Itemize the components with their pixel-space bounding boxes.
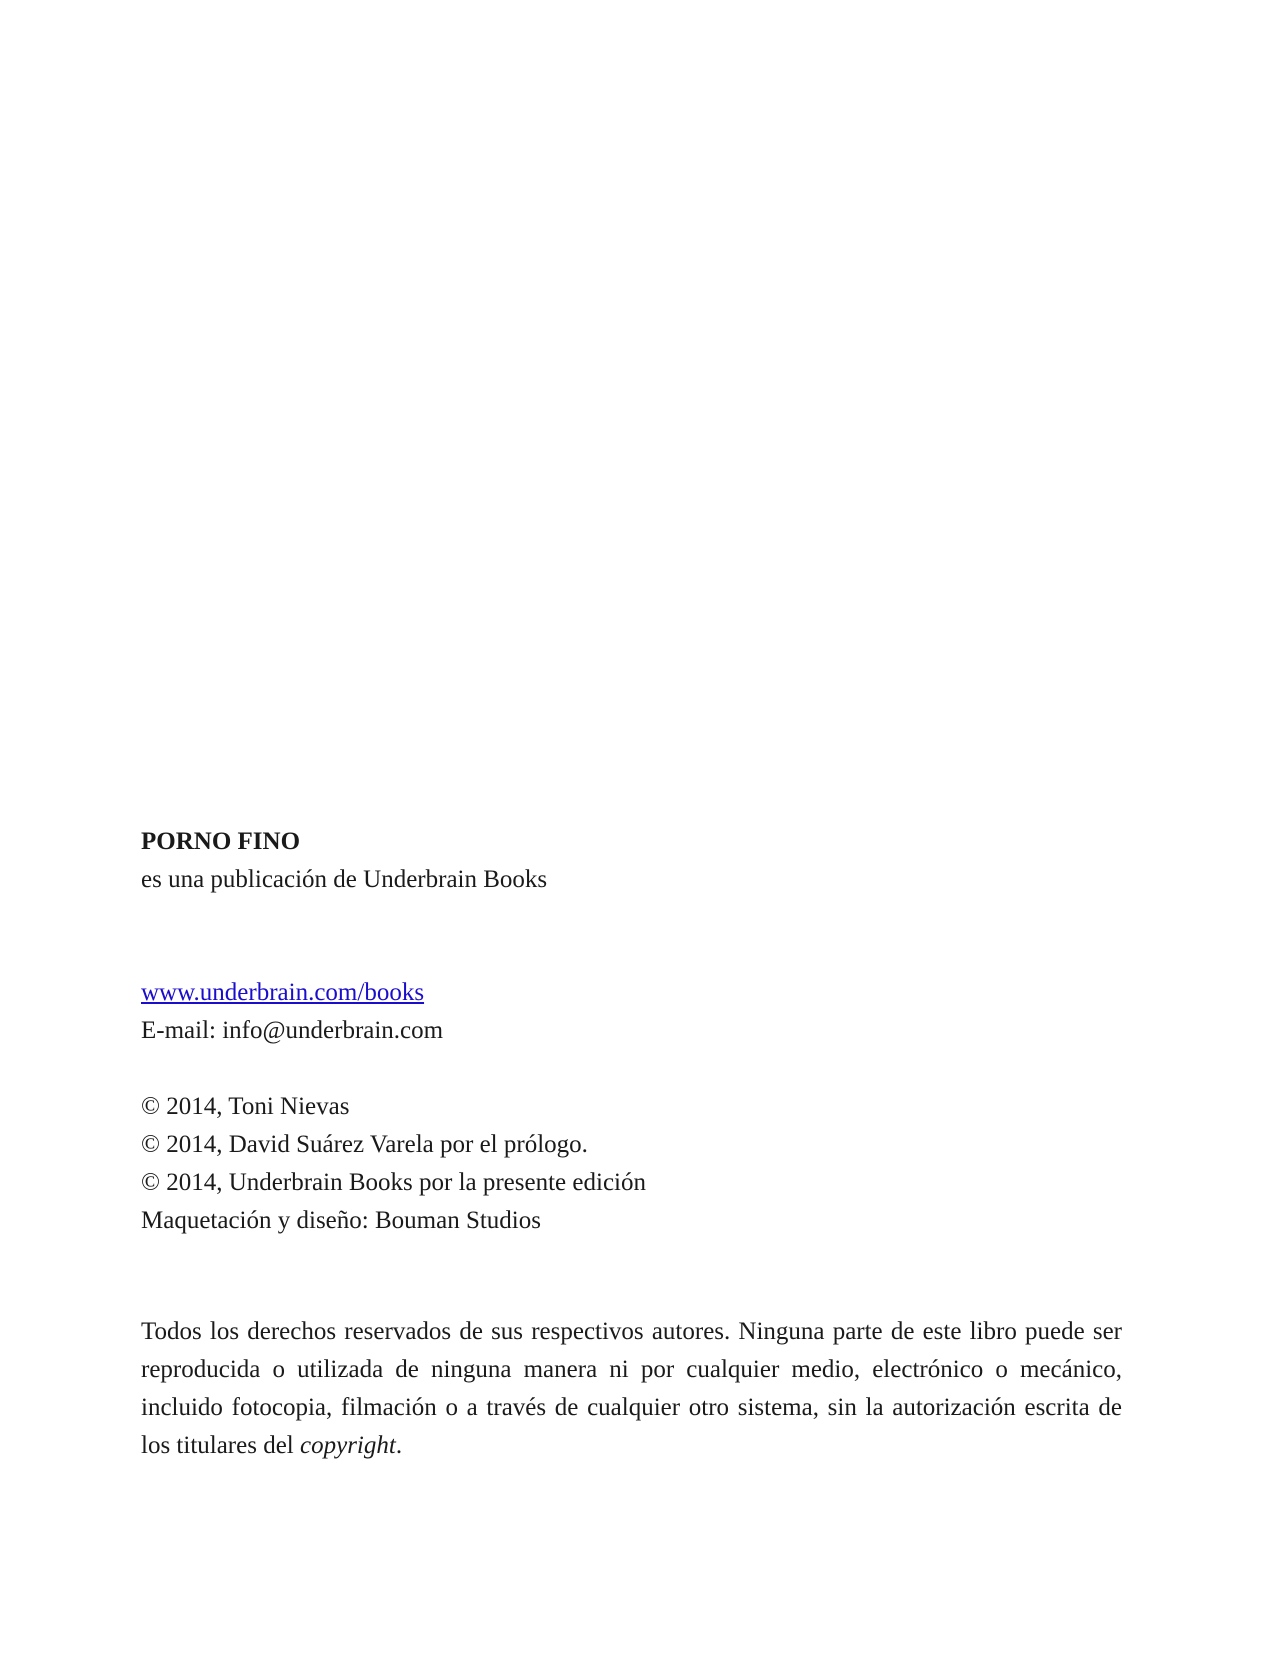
rights-copyright-word: copyright: [300, 1432, 396, 1459]
credit-prologue: © 2014, David Suárez Varela por el prólogo.: [141, 1131, 588, 1158]
rights-period: .: [395, 1432, 403, 1459]
credit-edition: © 2014, Underbrain Books por la presente edición: [141, 1169, 646, 1196]
credits-block: [141, 1088, 646, 1240]
credit-design: Maquetación y diseño: Bouman Studios: [141, 1207, 541, 1234]
book-title: PORNO FINO: [141, 828, 301, 855]
contact-block: [141, 974, 443, 1050]
credit-author: © 2014, Toni Nievas: [141, 1093, 350, 1120]
title-block: [141, 823, 547, 899]
rights-paragraph: [141, 1313, 1122, 1465]
rights-notice: [141, 1313, 1122, 1465]
website-link[interactable]: www.underbrain.com/books: [141, 979, 425, 1006]
email-line: E-mail: info@underbrain.com: [141, 1017, 444, 1044]
publisher-line: es una publicación de Underbrain Books: [141, 866, 548, 893]
rights-text: Todos los derechos reservados de sus respectivos autores. Ninguna parte de este libro puede ser reproducida o utilizada de ninguna manera ni por cualquier medio, electrónico o mecánico, incluido fotocopia, filmación o a través de cualquier otro sistema, sin la autorización escrita de los titulares del: [141, 1318, 1122, 1459]
